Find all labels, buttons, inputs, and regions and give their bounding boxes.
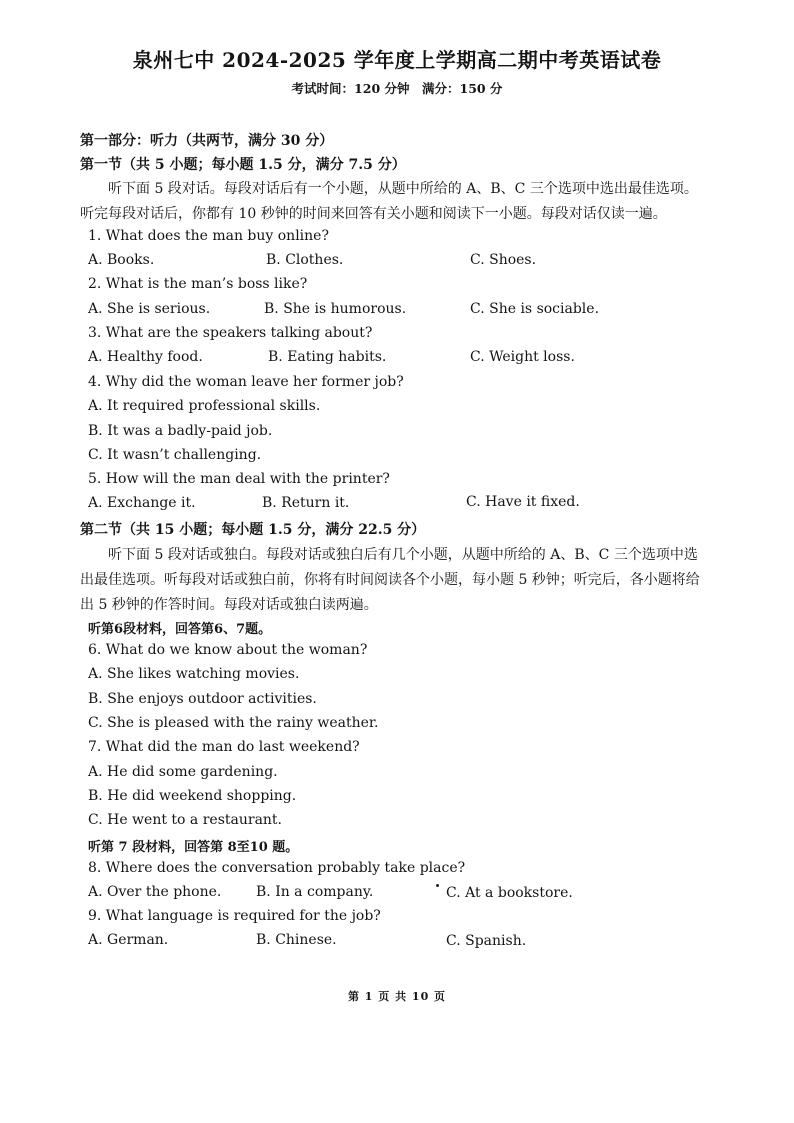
option-b: B. Clothes. — [266, 252, 344, 268]
option-a: A. She is serious. — [88, 301, 211, 317]
exam-info: 考试时间：120 分钟 满分：150 分 — [291, 81, 503, 96]
question-stem: 9. What language is required for the job? — [88, 908, 381, 924]
question-stem: 5. How will the man deal with the printer? — [88, 471, 390, 487]
part1-heading: 第一部分：听力（共两节，满分 30 分） — [80, 133, 334, 149]
option-c: C. Have it fixed. — [466, 494, 580, 510]
option-b: B. She is humorous. — [264, 301, 407, 317]
option-a: A. Books. — [88, 252, 155, 268]
option-b: B. Chinese. — [256, 932, 337, 948]
option-b: B. In a company. — [256, 884, 374, 900]
option-a: A. Over the phone. — [88, 884, 222, 900]
option-b: B. It was a badly-paid job. — [88, 423, 273, 439]
question-stem: 4. Why did the woman leave her former job? — [88, 374, 404, 390]
question-stem: 8. Where does the conversation probably take place? — [88, 860, 466, 876]
section2-instruction-line: 听下面 5 段对话或独白。每段对话或独白后有几个小题，从题中所给的 A、B、C 三个选项中选 — [108, 547, 698, 563]
material-note: 听第 7 段材料，回答第 8至10 题。 — [88, 840, 299, 855]
option-b: B. He did weekend shopping. — [88, 788, 297, 804]
option-a: A. German. — [88, 932, 169, 948]
section2-instruction-line: 出 5 秒钟的作答时间。每段对话或独白读两遍。 — [80, 597, 378, 613]
option-a: A. It required professional skills. — [88, 398, 321, 414]
exam-title: 泉州七中 2024-2025 学年度上学期高二期中考英语试卷 — [132, 48, 662, 72]
section2-heading: 第二节（共 15 小题；每小题 1.5 分，满分 22.5 分） — [80, 522, 426, 538]
speck-mark — [436, 884, 439, 887]
section1-instruction-line: 听完每段对话后，你都有 10 秒钟的时间来回答有关小题和阅读下一小题。每段对话仅读一遍。 — [80, 206, 667, 222]
option-c: C. Weight loss. — [470, 349, 575, 365]
material-note: 听第6段材料，回答第6、7题。 — [88, 622, 272, 637]
question-stem: 1. What does the man buy online? — [88, 228, 329, 244]
option-a: A. He did some gardening. — [88, 764, 278, 780]
question-stem: 2. What is the man’s boss like? — [88, 276, 308, 292]
option-c: C. She is pleased with the rainy weather. — [88, 715, 379, 731]
option-c: C. At a bookstore. — [446, 885, 573, 901]
option-c: C. She is sociable. — [470, 301, 600, 317]
option-b: B. Return it. — [262, 495, 350, 511]
section1-instruction-line: 听下面 5 段对话。每段对话后有一个小题，从题中所给的 A、B、C 三个选项中选出最佳选项。 — [108, 181, 698, 197]
option-b: B. She enjoys outdoor activities. — [88, 691, 317, 707]
page-footer: 第 1 页 共 10 页 — [347, 990, 447, 1003]
question-stem: 6. What do we know about the woman? — [88, 642, 368, 658]
question-stem: 7. What did the man do last weekend? — [88, 739, 360, 755]
section1-heading: 第一节（共 5 小题；每小题 1.5 分，满分 7.5 分） — [80, 157, 406, 173]
option-b: B. Eating habits. — [268, 349, 387, 365]
option-c: C. Shoes. — [470, 252, 537, 268]
option-a: A. Exchange it. — [88, 495, 196, 511]
option-c: C. It wasn’t challenging. — [88, 447, 262, 463]
option-c: C. Spanish. — [446, 933, 527, 949]
option-a: A. Healthy food. — [88, 349, 203, 365]
option-a: A. She likes watching movies. — [88, 666, 300, 682]
section2-instruction-line: 出最佳选项。听每段对话或独白前，你将有时间阅读各个小题，每小题 5 秒钟；听完后，各小题将给 — [80, 572, 700, 588]
question-stem: 3. What are the speakers talking about? — [88, 325, 373, 341]
option-c: C. He went to a restaurant. — [88, 812, 283, 828]
